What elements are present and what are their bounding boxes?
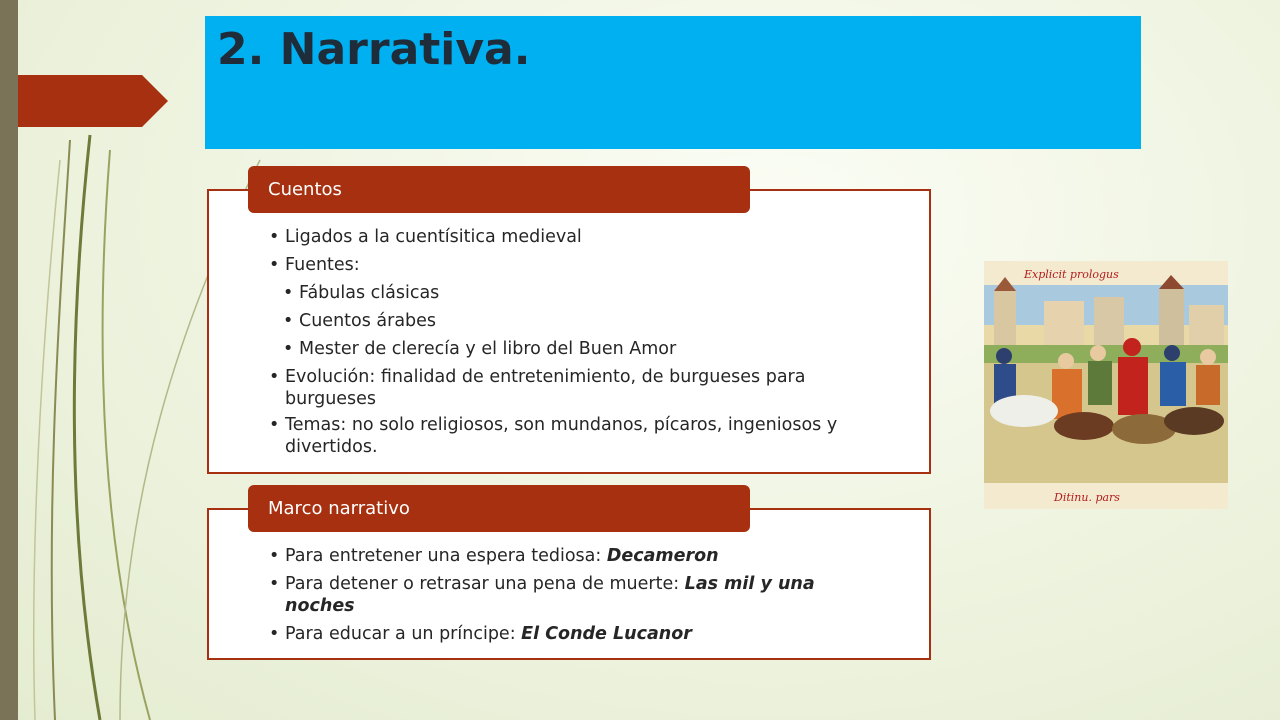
bullet-item: • Ligados a la cuentísitica medieval xyxy=(269,226,869,248)
medieval-pilgrims-illustration xyxy=(984,261,1228,509)
cuentos-panel xyxy=(207,189,931,474)
sub-bullet-item: • Mester de clerecía y el libro del Buen Amor xyxy=(283,338,869,360)
bullet-item: • Temas: no solo religiosos, son mundanos, pícaros, ingeniosos y divertidos. xyxy=(269,414,869,458)
bullet-text: Para entretener una espera tediosa: xyxy=(285,546,607,566)
bullet-item: • Fuentes: xyxy=(269,254,869,276)
marco-bullet-list xyxy=(269,545,869,651)
illustration-bottom-caption: Ditinu. pars xyxy=(1054,491,1120,504)
marco-narrativo-heading-tab: Marco narrativo xyxy=(248,485,750,532)
bullet-item xyxy=(269,623,869,645)
bullet-item xyxy=(269,545,869,567)
bullet-text: Para detener o retrasar una pena de muerte: xyxy=(285,574,685,594)
cuentos-heading-tab: Cuentos xyxy=(248,166,750,213)
work-title: Las mil y una noches xyxy=(285,574,815,616)
sub-bullet-item: • Cuentos árabes xyxy=(283,310,869,332)
left-decorative-bar xyxy=(0,0,18,720)
title-arrow-tab xyxy=(18,75,168,127)
slide-title: 2. Narrativa. xyxy=(217,24,531,75)
illustration-top-caption: Explicit prologus xyxy=(1024,268,1119,281)
work-title: El Conde Lucanor xyxy=(521,624,692,644)
cuentos-bullet-list xyxy=(269,226,869,464)
bullet-item xyxy=(269,573,869,617)
work-title: Decameron xyxy=(606,546,719,566)
title-banner xyxy=(205,16,1141,149)
bullet-item: • Evolución: finalidad de entretenimiento, de burgueses para burgueses xyxy=(269,366,869,410)
sub-bullet-item: • Fábulas clásicas xyxy=(283,282,869,304)
bullet-text: Para educar a un príncipe: xyxy=(285,624,522,644)
